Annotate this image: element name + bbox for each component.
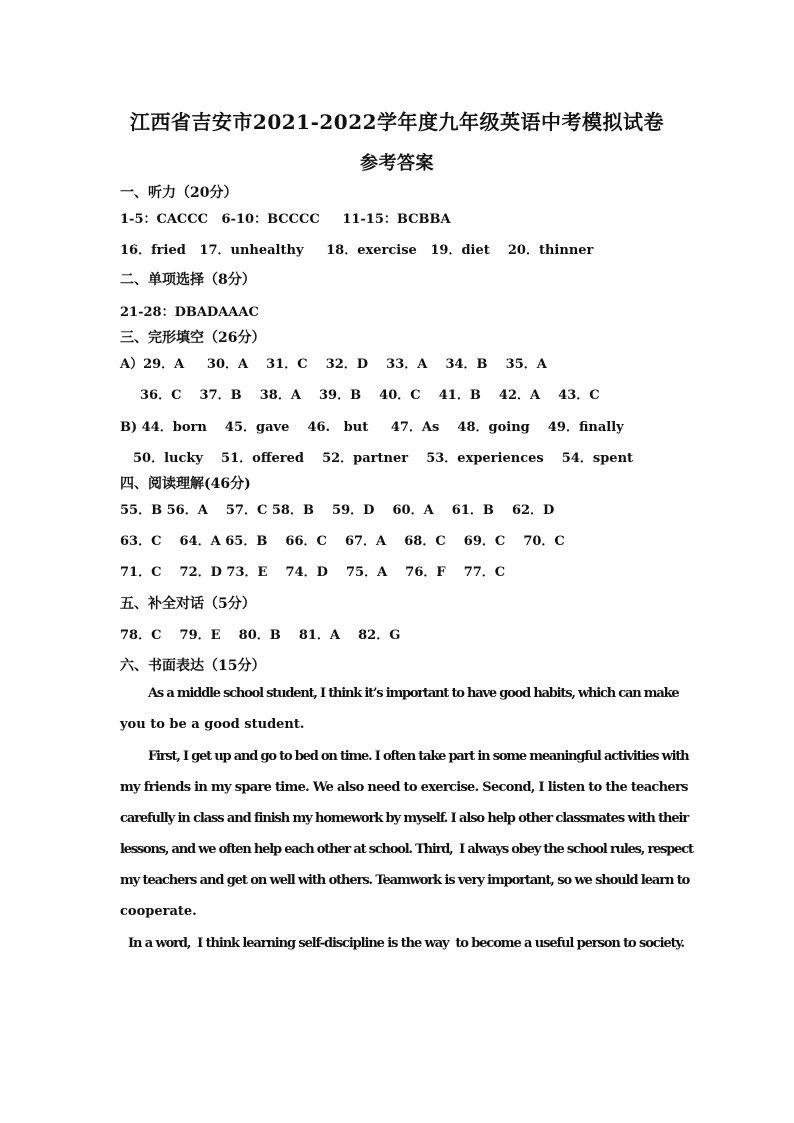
section-heading-reading: 四、阅读理解(46分) xyxy=(120,476,251,492)
essay-line: In a word, I think learning self-discipline is the way to become a useful person to society. xyxy=(128,936,684,951)
document-title: 江西省吉安市2021-2022学年度九年级英语中考模拟试卷 xyxy=(129,110,665,134)
section-heading-writing: 六、书面表达（15分） xyxy=(120,658,266,674)
answer-line: 36．C 37．B 38．A 39．B 40．C 41．B 42．A 43．C xyxy=(140,388,600,403)
essay-line: cooperate. xyxy=(120,904,197,919)
section-heading-dialogue: 五、补全对话（5分） xyxy=(120,596,256,612)
essay-line: you to be a good student. xyxy=(120,717,305,732)
section-heading-listening: 一、听力（20分） xyxy=(120,185,238,201)
answer-line: 71．C 72．D 73．E 74．D 75．A 76．F 77．C xyxy=(120,565,506,580)
answer-line: 50．lucky 51．offered 52．partner 53．experiences 54．spent xyxy=(133,451,634,466)
answer-line: 63．C 64．A 65．B 66．C 67．A 68．C 69．C 70．C xyxy=(120,534,565,549)
essay-line: my friends in my spare time. We also need to exercise. Second, I listen to the teachers xyxy=(120,780,688,795)
essay-line: my teachers and get on well with others. Teamwork is very important, so we should learn to xyxy=(120,873,690,888)
document-subtitle: 参考答案 xyxy=(360,153,434,174)
essay-line: First, I get up and go to bed on time. I often take part in some meaningful activities with xyxy=(148,749,689,764)
answer-line: 78．C 79．E 80．B 81．A 82．G xyxy=(120,628,401,643)
section-heading-cloze: 三、完形填空（26分） xyxy=(120,330,266,346)
answer-line: 1-5：CACCC 6-10：BCCCC 11-15：BCBBA xyxy=(120,212,451,227)
essay-line: carefully in class and finish my homework by myself. I also help other classmates with their xyxy=(120,811,689,826)
answer-line: B) 44．born 45．gave 46. but 47．As 48．going 49．finally xyxy=(120,420,624,435)
answer-line: A）29．A 30．A 31．C 32．D 33．A 34．B 35．A xyxy=(120,357,547,372)
answer-line: 16．fried 17．unhealthy 18．exercise 19．diet 20．thinner xyxy=(120,243,594,258)
essay-line: lessons, and we often help each other at school. Third, I always obey the school rules, respect xyxy=(120,842,693,857)
section-heading-single-choice: 二、单项选择（8分） xyxy=(120,272,256,288)
answer-line: 21-28：DBADAAAC xyxy=(120,305,259,320)
answer-line: 55．B 56．A 57．C 58．B 59．D 60．A 61．B 62．D xyxy=(120,503,555,518)
essay-line: As a middle school student, I think it’s important to have good habits, which can make xyxy=(148,686,679,701)
